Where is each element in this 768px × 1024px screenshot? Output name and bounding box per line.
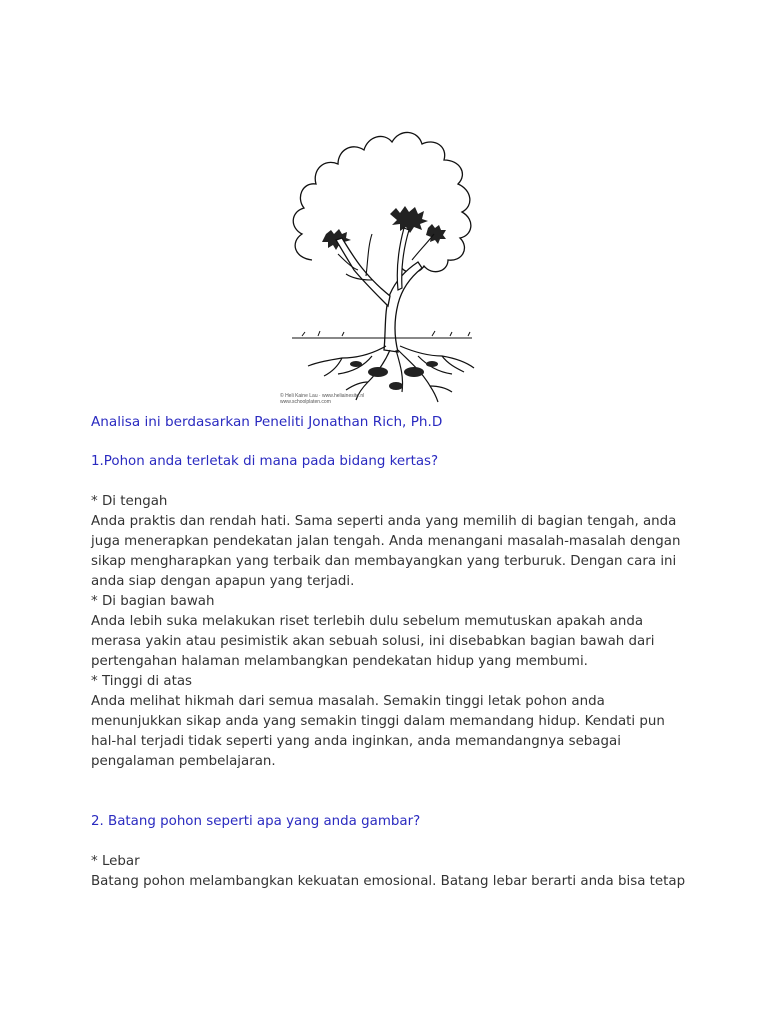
tree-drawing [272,110,494,410]
answer-heading: * Lebar [91,854,140,869]
ground-line [292,331,472,338]
answer-line: Anda praktis dan rendah hati. Sama seperti anda yang memilih di bagian tengah, anda [91,514,677,529]
tree-illustration [272,110,494,414]
answer-heading: * Tinggi di atas [91,674,193,689]
answer-line: pengalaman pembelajaran. [91,754,276,769]
answer-line: juga menerapkan pendekatan jalan tengah. Anda menangani masalah-masalah dengan [91,534,681,549]
answer-line: Anda melihat hikmah dari semua masalah. Semakin tinggi letak pohon anda [91,694,605,709]
answer-line: menunjukkan sikap anda yang semakin tinggi dalam memandang hidup. Kendati pun [91,714,665,729]
figure-credit-line1: © Heli Kaine Lau · www.heliainesite.nl [280,393,365,399]
document-body [91,412,691,892]
figure-credit-line2: www.schoolplaten.com [280,399,331,405]
answer-line: Anda lebih suka melakukan riset terlebih dulu sebelum memutuskan apakah anda [91,614,644,629]
answer-line: anda siap dengan apapun yang terjadi. [91,574,355,589]
tree-canopy [293,132,471,272]
figure-credit [280,393,364,405]
answer-line: merasa yakin atau pesimistik akan sebuah solusi, ini disebabkan bagian bawah dari [91,634,655,649]
question-2: 2. Batang pohon seperti apa yang anda gambar? [91,814,421,829]
answer-heading: * Di bagian bawah [91,594,215,609]
answer-line: hal-hal terjadi tidak seperti yang anda inginkan, anda memandangnya sebagai [91,734,621,749]
document-title: Analisa ini berdasarkan Peneliti Jonathan Rich, Ph.D [91,414,443,430]
answer-line: pertengahan halaman melambangkan pendekatan hidup yang membumi. [91,654,588,669]
answer-line: Batang pohon melambangkan kekuatan emosional. Batang lebar berarti anda bisa tetap [91,874,686,889]
answer-line: sikap mengharapkan yang terbaik dan membayangkan yang terburuk. Dengan cara ini [91,554,677,569]
question-1: 1.Pohon anda terletak di mana pada bidang kertas? [91,454,439,469]
root-clusters [350,361,438,390]
answer-heading: * Di tengah [91,494,168,509]
